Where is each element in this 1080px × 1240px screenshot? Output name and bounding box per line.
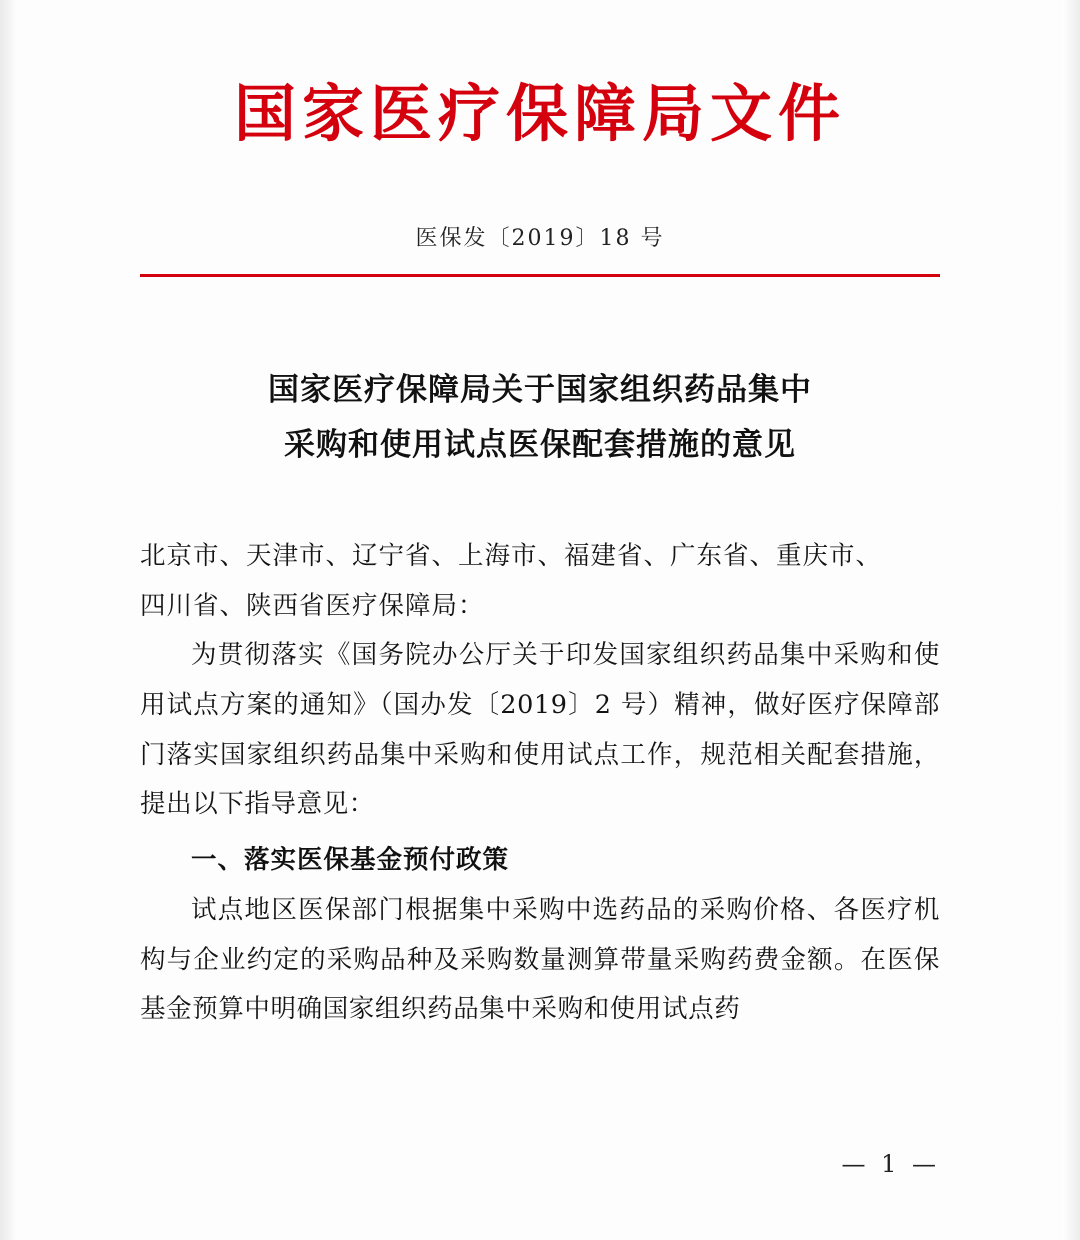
page-title-line-1: 国家医疗保障局关于国家组织药品集中: [268, 372, 812, 409]
document-number: 医保发〔2019〕18 号: [415, 226, 665, 252]
masthead: [140, 0, 940, 277]
masthead-red-divider: [140, 274, 940, 277]
issuing-authority-title: 国家医疗保障局文件: [233, 77, 846, 150]
page-title-line-2: 采购和使用试点医保配套措施的意见: [284, 426, 796, 463]
recipient-line-2: 四川省、陕西省医疗保障局：: [140, 590, 485, 621]
body-paragraph-2: 试点地区医保部门根据集中采购中选药品的采购价格、各医疗机构与企业约定的采购品种及采购数量测算带量采购药费金额。在医保基金预算中明确国家组织药品集中采购和使用试点药: [140, 894, 940, 1025]
body-paragraph-1: 为贯彻落实《国务院办公厅关于印发国家组织药品集中采购和使用试点方案的通知》（国办发〔2019〕2 号）精神，做好医疗保障部门落实国家组织药品集中采购和使用试点工作，规范相关配套措施，提出以下指导意见：: [140, 640, 940, 820]
recipient-line-1: 北京市、天津市、辽宁省、上海市、福建省、广东省、重庆市、: [140, 540, 883, 571]
page-number: — 1 —: [841, 1150, 940, 1178]
page-title: [140, 363, 940, 472]
recipient-block: [140, 532, 940, 631]
section-heading-1: 一、落实医保基金预付政策: [191, 845, 510, 876]
